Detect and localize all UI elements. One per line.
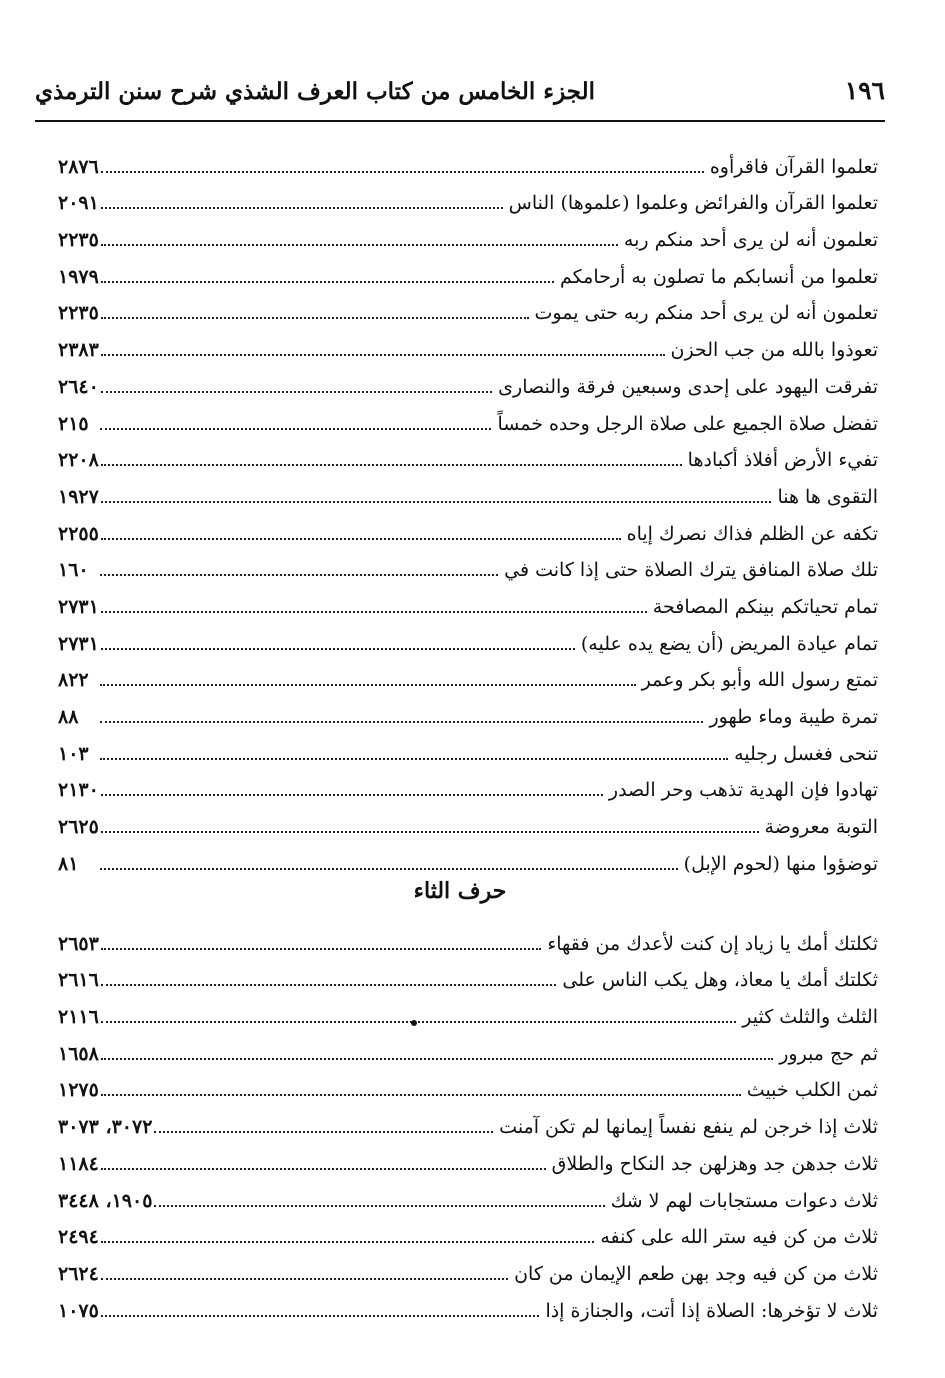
entry-reference-number: ٢١٥ [58, 412, 89, 435]
section-heading-tha: حرف الثاء [413, 878, 507, 904]
entry-reference-number: ٨٢٢ [58, 669, 89, 692]
entry-reference-number: ١٦٠ [58, 559, 89, 582]
entry-reference-number: ٢٨٧٦ [58, 155, 99, 178]
entry-reference-number: ٢٢٣٥ [58, 302, 99, 325]
hadith-index-list-tha [58, 918, 878, 1322]
index-entry [58, 1212, 878, 1249]
leader-dots [101, 317, 529, 319]
entry-reference-number: ٢٦٤٠ [58, 375, 99, 398]
entry-reference-number: ٢١١٦ [58, 1006, 99, 1029]
entry-text: تفيء الأرض أفلاذ أكبادها [687, 449, 878, 472]
entry-text: تمتع رسول الله وأبو بكر وعمر [641, 669, 878, 692]
leader-dots [100, 721, 703, 723]
index-entry [58, 918, 878, 955]
index-entry [58, 655, 878, 692]
leader-dots [101, 1058, 773, 1060]
index-entry [58, 288, 878, 325]
leader-dots [100, 868, 678, 870]
index-entry [58, 1285, 878, 1322]
index-entry [58, 618, 878, 655]
index-entry [58, 1138, 878, 1175]
index-entry [58, 691, 878, 728]
index-entry [58, 838, 878, 875]
leader-dots [101, 984, 557, 986]
page-header [35, 72, 885, 122]
entry-text: تعلموا القرآن والفرائض وعلموا (علموها) الناس [508, 192, 878, 215]
entry-reference-number: ١٩٢٧ [58, 485, 99, 508]
index-entry [58, 1175, 878, 1212]
entry-text: تعلموا القرآن فاقرأوه [709, 155, 878, 178]
index-entry [58, 1028, 878, 1065]
entry-text: الثلث والثلث كثير [742, 1006, 878, 1029]
entry-reference-number: ١٦٥٨ [58, 1042, 99, 1065]
entry-reference-number: ١١٨٤ [58, 1152, 99, 1175]
index-entry [58, 1101, 878, 1138]
index-entry [58, 471, 878, 508]
entry-reference-number: ٢٤٩٤ [58, 1226, 99, 1249]
index-entry [58, 728, 878, 765]
leader-dots [101, 1168, 546, 1170]
index-entry [58, 765, 878, 802]
entry-text: تلك صلاة المنافق يترك الصلاة حتى إذا كانت في [504, 559, 878, 582]
entry-text: تفرقت اليهود على إحدى وسبعين فرقة والنصارى [498, 375, 878, 398]
leader-dots [100, 684, 636, 686]
ink-speck [411, 1020, 417, 1026]
leader-dots [101, 948, 541, 950]
entry-text: تفضل صلاة الجميع على صلاة الرجل وحده خمساً [497, 412, 878, 435]
index-entry [58, 398, 878, 435]
entry-text: ثكلتك أمك يا معاذ، وهل يكب الناس على [562, 969, 878, 992]
index-entry [58, 955, 878, 992]
entry-reference-number: ٣٠٧٢، ٣٠٧٣ [58, 1116, 153, 1139]
entry-reference-number: ١٩٧٩ [58, 265, 99, 288]
entry-reference-number: ١٩٠٥، ٣٤٤٨ [58, 1189, 153, 1212]
entry-reference-number: ٢٢٠٨ [58, 449, 99, 472]
leader-dots [101, 244, 618, 246]
index-entry [58, 361, 878, 398]
entry-reference-number: ٢٢٣٥ [58, 229, 99, 252]
entry-reference-number: ٨١ [58, 852, 79, 875]
entry-text: ثلاث دعوات مستجابات لهم لا شك [610, 1189, 878, 1212]
entry-text: التوبة معروضة [764, 816, 878, 839]
entry-reference-number: ٢٦٢٥ [58, 816, 99, 839]
index-entry [58, 991, 878, 1028]
leader-dots [101, 1021, 736, 1023]
leader-dots [101, 171, 704, 173]
leader-dots [101, 464, 682, 466]
entry-text: ثلاث جدهن جد وهزلهن جد النكاح والطلاق [551, 1152, 878, 1175]
leader-dots [100, 758, 728, 760]
entry-text: تعلمون أنه لن يرى أحد منكم ربه [623, 229, 878, 252]
index-entry [58, 508, 878, 545]
entry-reference-number: ٨٨ [58, 706, 79, 728]
entry-reference-number: ٢٦١٦ [58, 969, 99, 992]
entry-text: التقوى ها هنا [777, 485, 878, 508]
leader-dots [101, 281, 554, 283]
entry-reference-number: ٢٧٣١ [58, 632, 99, 655]
entry-text: تعوذوا بالله من جب الحزن [670, 339, 878, 362]
entry-text: ثمن الكلب خبيث [746, 1079, 878, 1102]
leader-dots [101, 794, 603, 796]
leader-dots [101, 611, 647, 613]
entry-text: تمرة طيبة وماء طهور [709, 706, 878, 728]
entry-text: ثلاث إذا خرجن لم ينفع نفساً إيمانها لم تكن آمنت [499, 1116, 878, 1139]
entry-reference-number: ٢٦٥٣ [58, 932, 99, 955]
leader-dots [101, 501, 772, 503]
entry-reference-number: ٢٢٥٥ [58, 522, 99, 545]
entry-text: ثم حج مبرور [779, 1042, 878, 1065]
entry-reference-number: ٢٣٨٣ [58, 339, 99, 362]
index-entry [58, 1065, 878, 1102]
leader-dots [101, 207, 503, 209]
entry-reference-number: ٢٦٢٤ [58, 1262, 99, 1285]
entry-reference-number: ٢١٣٠ [58, 779, 99, 802]
index-entry [58, 251, 878, 288]
leader-dots [101, 831, 759, 833]
entry-text: توضؤوا منها (لحوم الإبل) [683, 852, 878, 875]
index-entry [58, 581, 878, 618]
entry-text: ثلاث من كن فيه ستر الله على كنفه [600, 1226, 878, 1249]
index-entry [58, 214, 878, 251]
leader-dots [101, 1241, 595, 1243]
entry-reference-number: ٢٧٣١ [58, 595, 99, 618]
entry-reference-number: ١٠٣ [58, 742, 89, 765]
leader-dots [100, 428, 491, 430]
leader-dots [154, 1131, 493, 1133]
leader-dots [101, 538, 621, 540]
entry-reference-number: ١٠٧٥ [58, 1299, 99, 1322]
entry-text: ثكلتك أمك يا زياد إن كنت لأعدك من فقهاء [547, 932, 878, 955]
entry-text: تعلموا من أنسابكم ما تصلون به أرحامكم [560, 265, 878, 288]
index-entry [58, 324, 878, 361]
leader-dots [100, 574, 498, 576]
entry-text: تمام عيادة المريض (أن يضع يده عليه) [580, 632, 878, 655]
entry-text: ثلاث لا تؤخرها: الصلاة إذا أتت، والجنازة إذا [545, 1299, 878, 1322]
index-entry [58, 1248, 878, 1285]
leader-dots [101, 1094, 741, 1096]
entry-reference-number: ١٢٧٥ [58, 1079, 99, 1102]
entry-text: ثلاث من كن فيه وجد بهن طعم الإيمان من كان [514, 1262, 878, 1285]
entry-text: تنحى فغسل رجليه [734, 742, 878, 765]
entry-text: تمام تحياتكم بينكم المصافحة [652, 595, 878, 618]
entry-text: تكفه عن الظلم فذاك نصرك إياه [626, 522, 878, 545]
hadith-index-list-ta [58, 141, 878, 875]
index-entry [58, 178, 878, 215]
entry-text: تعلمون أنه لن يرى أحد منكم ربه حتى يموت [534, 302, 878, 325]
leader-dots [101, 354, 665, 356]
index-entry [58, 141, 878, 178]
page-number: ١٩٦ [844, 76, 885, 105]
index-entry [58, 435, 878, 472]
leader-dots [101, 1315, 540, 1317]
leader-dots [101, 391, 492, 393]
entry-text: تهادوا فإن الهدية تذهب وحر الصدر [608, 779, 878, 802]
leader-dots [154, 1205, 604, 1207]
book-title: الجزء الخامس من كتاب العرف الشذي شرح سنن الترمذي [35, 78, 596, 105]
entry-reference-number: ٢٠٩١ [58, 192, 99, 215]
leader-dots [101, 1278, 508, 1280]
index-entry [58, 801, 878, 838]
index-entry [58, 545, 878, 582]
leader-dots [101, 648, 575, 650]
